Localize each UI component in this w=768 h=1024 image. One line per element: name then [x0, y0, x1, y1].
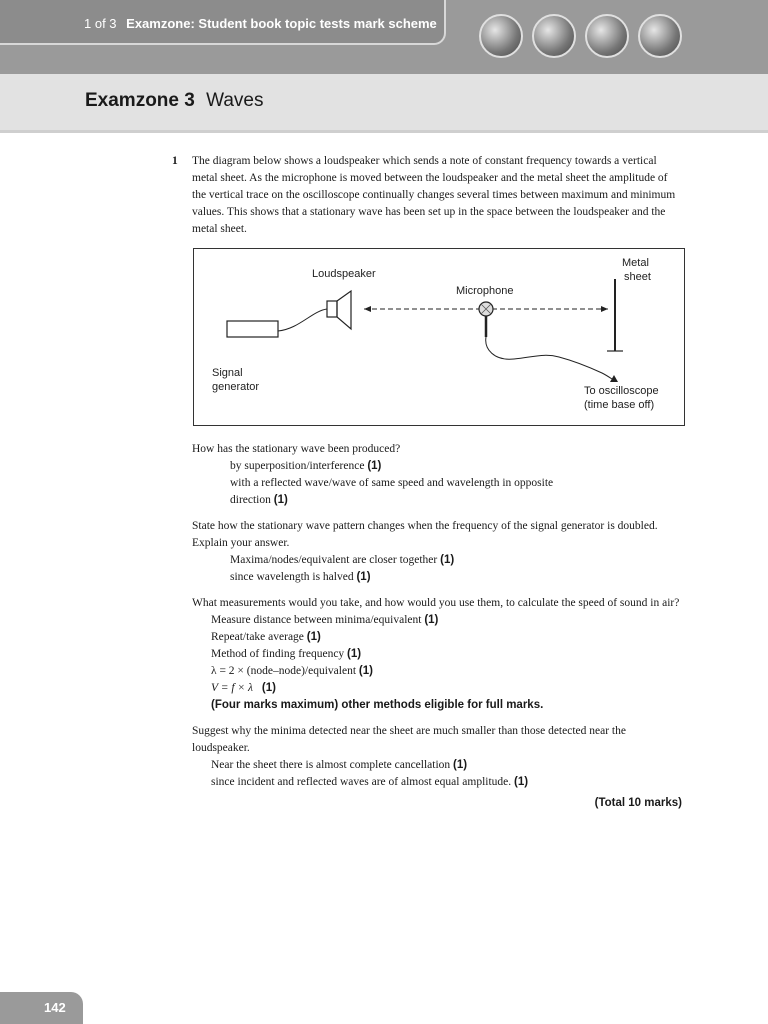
- part-2: [192, 518, 682, 586]
- page-number-tab: [0, 992, 83, 1024]
- signal-generator-label-line1: Signal: [212, 367, 243, 379]
- part-prompt: How has the stationary wave been produced?: [192, 443, 401, 455]
- mark-badge: (1): [273, 494, 288, 506]
- part-prompt: What measurements would you take, and how would you use them, to calculate the speed of sound in air?: [192, 597, 680, 609]
- loudspeaker-cone: [337, 291, 351, 329]
- answer-line: [192, 629, 682, 646]
- answer-line: [192, 475, 682, 492]
- part-3: [192, 595, 682, 714]
- answer-text-continued: direction: [230, 494, 271, 506]
- mark-badge: (1): [261, 682, 276, 694]
- answer-text: Repeat/take average: [211, 631, 304, 643]
- mark-badge: (1): [347, 648, 362, 660]
- book-title: Examzone: Student book topic tests mark scheme: [126, 16, 437, 31]
- photo-thumbnail-icon: [532, 14, 576, 58]
- oscilloscope-label-line2: (time base off): [584, 399, 655, 411]
- answer-text: V = f × λ: [211, 682, 254, 694]
- answer-text: Maxima/nodes/equivalent are closer together: [230, 554, 438, 566]
- part-prompt: State how the stationary wave pattern changes when the frequency of the signal generator is doubled. Explain your answer.: [192, 520, 658, 549]
- answer-line: [192, 680, 682, 697]
- mark-badge: (1): [306, 631, 321, 643]
- answer-line: [192, 552, 682, 569]
- metal-sheet-label-line1: Metal: [622, 257, 649, 269]
- answer-line: [192, 774, 682, 791]
- microphone-label: Microphone: [456, 285, 514, 297]
- question-number: 1: [172, 155, 178, 167]
- answer-text: by superposition/interference: [230, 460, 365, 472]
- answer-text: since wavelength is halved: [230, 571, 354, 583]
- answer-text: Method of finding frequency: [211, 648, 345, 660]
- mark-badge: (1): [424, 614, 439, 626]
- header-bar: [0, 0, 768, 74]
- answer-text: with a reflected wave/wave of same speed and wavelength in opposite: [230, 477, 554, 489]
- header-thumbnails: [479, 14, 682, 58]
- loudspeaker-label: Loudspeaker: [312, 268, 376, 280]
- answer-line: [192, 612, 682, 629]
- answer-line: [192, 757, 682, 774]
- signal-generator-box: [227, 321, 278, 337]
- mark-badge: (1): [358, 665, 373, 677]
- signal-generator-label-line2: generator: [212, 381, 260, 393]
- answer-text: Near the sheet there is almost complete cancellation: [211, 759, 451, 771]
- photo-thumbnail-icon: [479, 14, 523, 58]
- answer-parts: [192, 441, 682, 812]
- mark-badge: (1): [440, 554, 455, 566]
- loudspeaker-body: [327, 301, 337, 317]
- answer-text: since incident and reflected waves are of almost equal amplitude.: [211, 776, 512, 788]
- mark-badge: (1): [367, 460, 382, 472]
- stationary-wave-diagram: [193, 248, 685, 426]
- page-title: [85, 90, 263, 112]
- answer-line: [192, 663, 682, 680]
- marking-note: (Four marks maximum) other methods eligible for full marks.: [211, 699, 544, 711]
- question-text: The diagram below shows a loudspeaker which sends a note of constant frequency towards a vertical metal sheet. As the microphone is moved between the loudspeaker and the metal sheet the amplitude of the vertical trace on the oscilloscope continually changes several times between maximum and minimum values. This shows that a stationary wave has been set up in the space between the loudspeaker and the metal sheet.: [192, 155, 676, 235]
- generator-cable: [278, 309, 327, 331]
- question-stem: [172, 153, 682, 238]
- mark-badge: (1): [453, 759, 468, 771]
- photo-thumbnail-icon: [585, 14, 629, 58]
- header-tab: [0, 0, 446, 45]
- answer-line: [192, 569, 682, 586]
- mark-badge: (1): [356, 571, 371, 583]
- photo-thumbnail-icon: [638, 14, 682, 58]
- title-band: [0, 74, 768, 133]
- page-number: 142: [44, 1000, 66, 1015]
- mark-badge: (1): [514, 776, 529, 788]
- arrow-right-icon: [601, 306, 608, 312]
- part-prompt: Suggest why the minima detected near the sheet are much smaller than those detected near the loudspeaker.: [192, 725, 626, 754]
- header-tab-text: [84, 16, 437, 31]
- page-of-indicator: 1 of 3: [84, 16, 117, 31]
- title-number: Examzone 3: [85, 90, 195, 111]
- question-content: [172, 153, 682, 812]
- oscilloscope-label-line1: To oscilloscope: [584, 385, 659, 397]
- part-1: [192, 441, 682, 509]
- total-marks: (Total 10 marks): [594, 797, 682, 809]
- part-4: [192, 723, 682, 791]
- answer-line: [192, 492, 682, 509]
- answer-text: Measure distance between minima/equivalent: [211, 614, 422, 626]
- answer-text: λ = 2 × (node–node)/equivalent: [211, 665, 357, 677]
- arrow-left-icon: [364, 306, 371, 312]
- answer-line: [192, 646, 682, 663]
- title-topic: Waves: [206, 90, 264, 111]
- metal-sheet-label-line2: sheet: [624, 271, 651, 283]
- microphone-cable: [486, 337, 612, 379]
- answer-line: [192, 458, 682, 475]
